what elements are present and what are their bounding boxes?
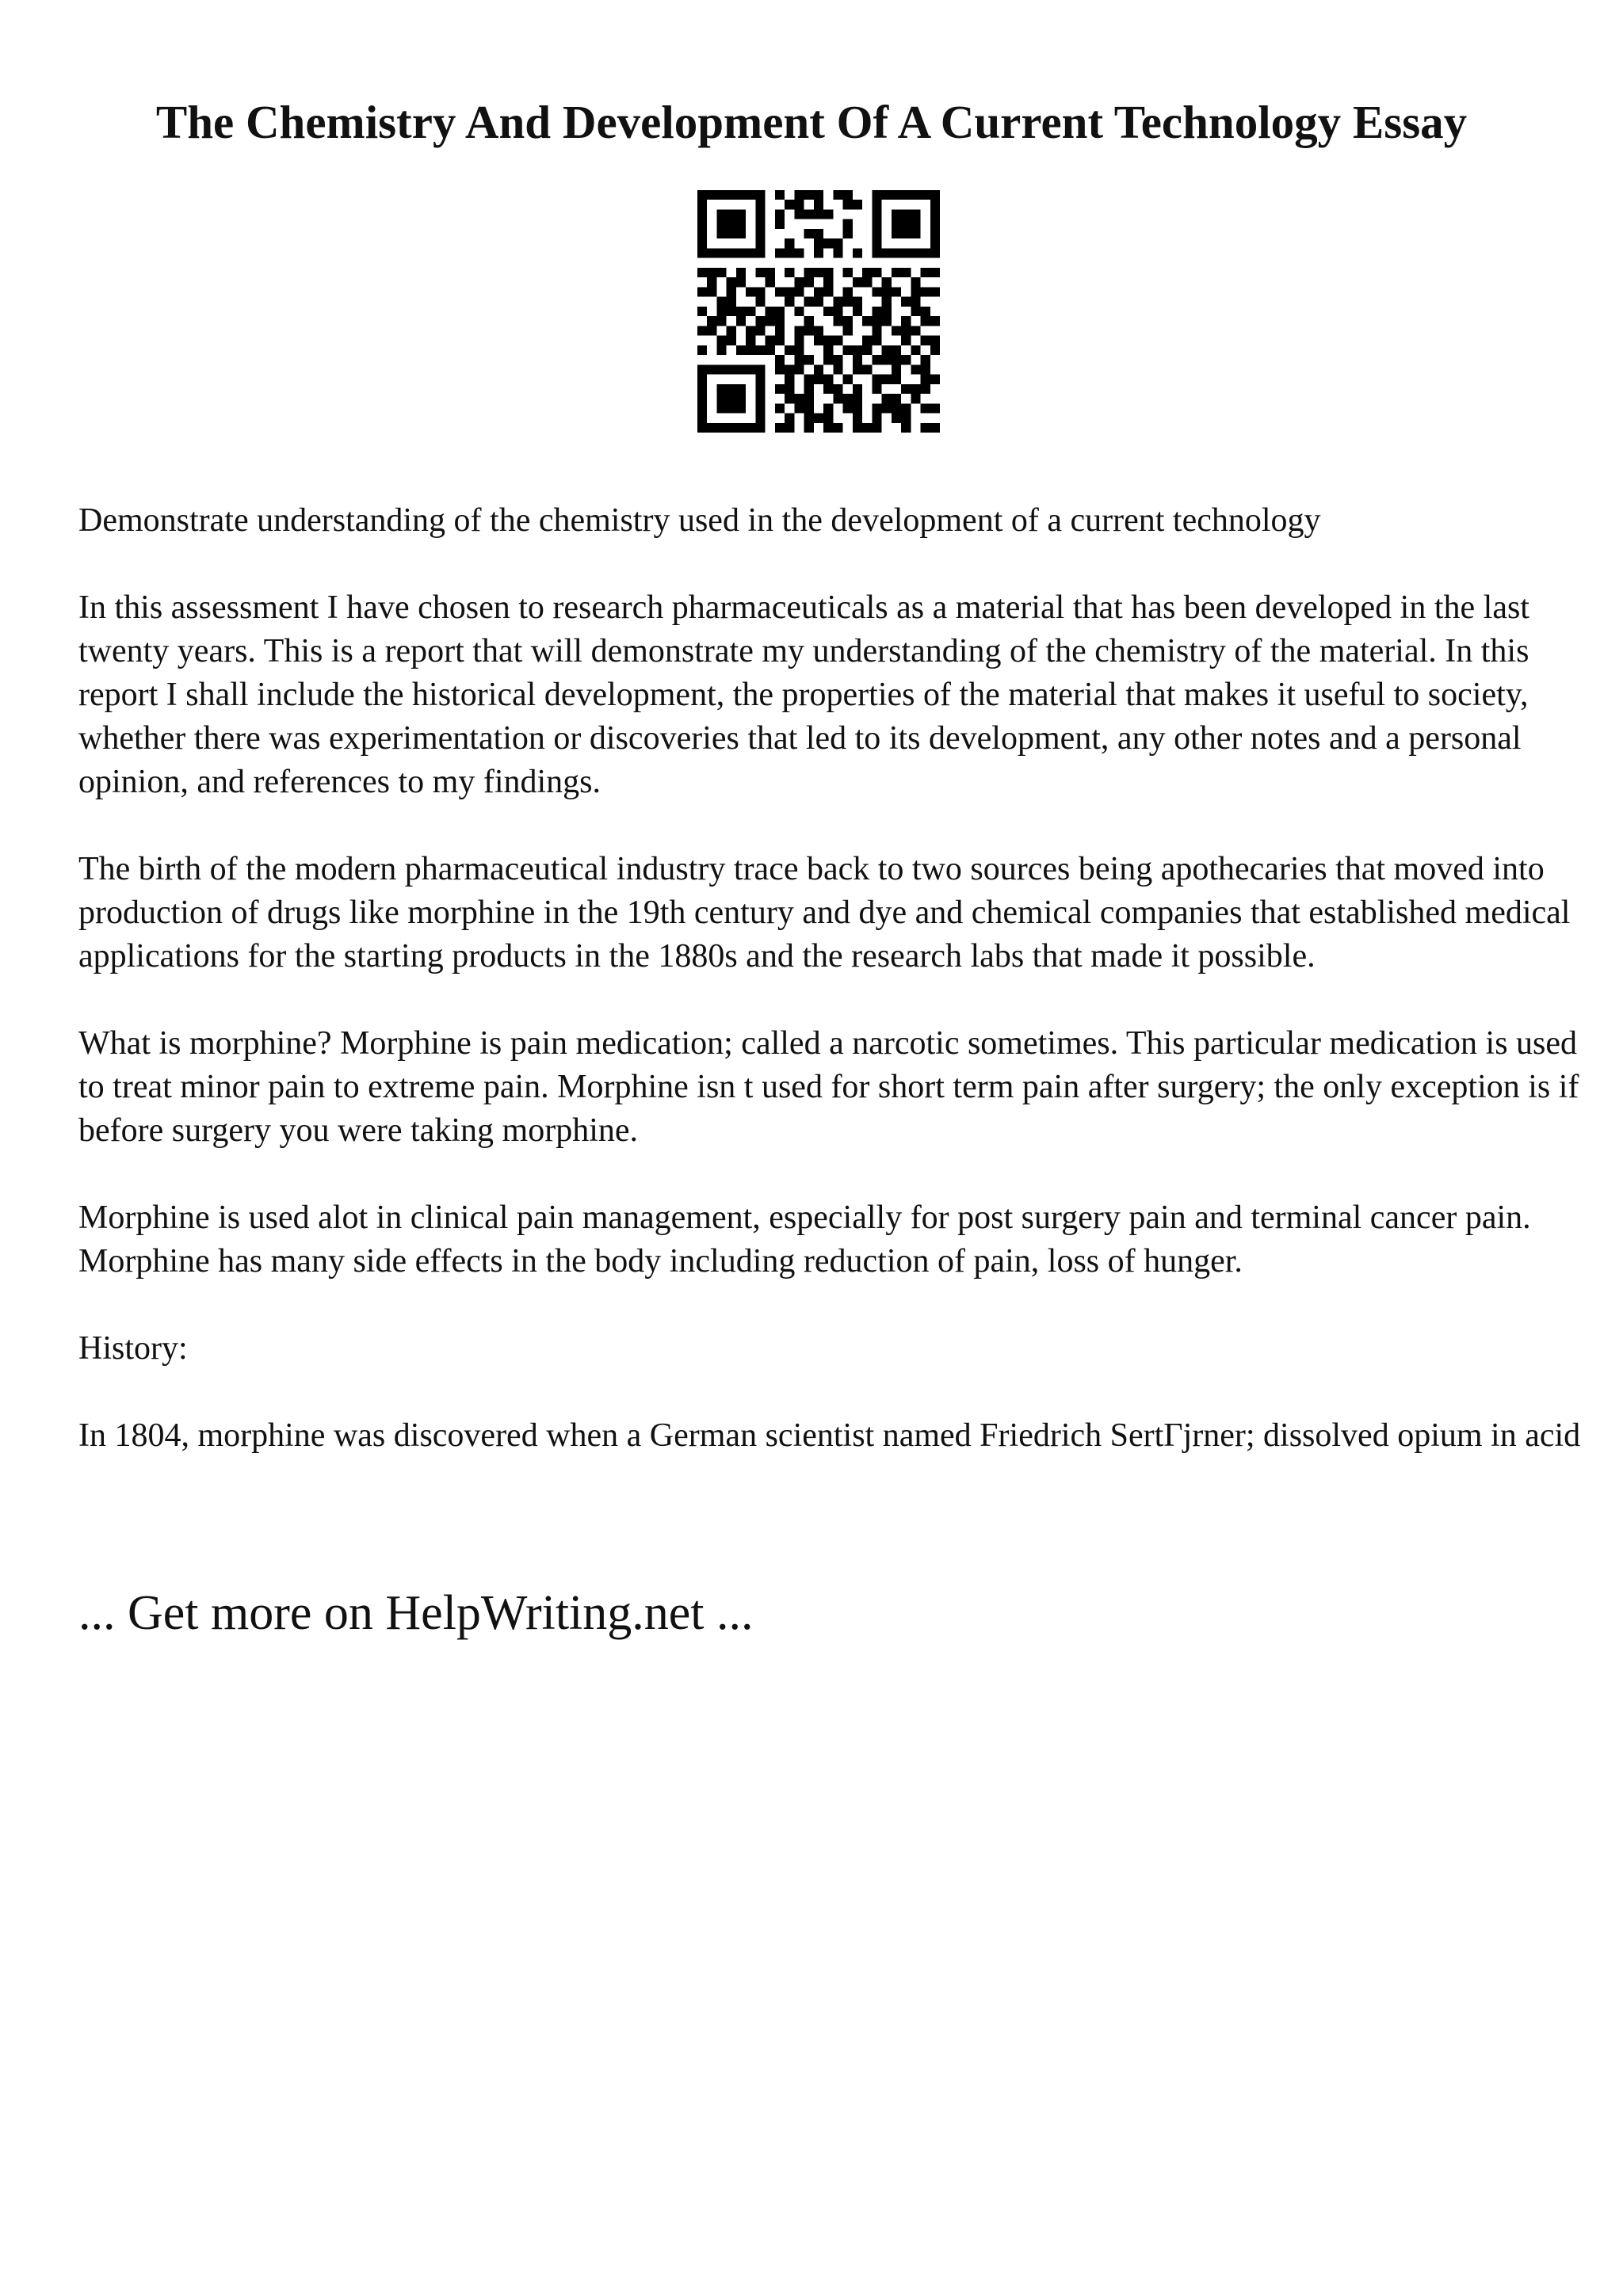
paragraph-1: Demonstrate understanding of the chemistry used in the development of a current technology <box>78 502 1321 539</box>
paragraph-5: Morphine is used alot in clinical pain management, especially for post surgery pain and terminal cancer pain. Morphine has many side effects in the body including reduction of pain, loss of hunger. <box>78 1199 1531 1280</box>
get-more-link[interactable]: ... Get more on HelpWriting.net ... <box>78 1586 754 1640</box>
paragraph-2: In this assessment I have chosen to research pharmaceuticals as a material that has been developed in the last twenty years. This is a report that will demonstrate my understanding of the chemistry of the material. In this report I shall include the historical development, the properties of the material that makes it useful to society, whether there was experimentation or discoveries that led to its development, any other notes and a personal opinion, and references to my findings. <box>78 589 1529 800</box>
document-title: The Chemistry And Development Of A Current Technology Essay <box>155 96 1468 148</box>
qr-code-icon <box>697 190 940 433</box>
paragraph-4: What is morphine? Morphine is pain medication; called a narcotic sometimes. This particular medication is used to treat minor pain to extreme pain. Morphine isn t used for short term pain after surgery; the only exception is if before surgery you were taking morphine. <box>78 1025 1579 1149</box>
document-body <box>78 499 1584 1501</box>
paragraph-3: The birth of the modern pharmaceutical industry trace back to two sources being apothecaries that moved into production of drugs like morphine in the 19th century and dye and chemical companies that established medical applications for the starting products in the 1880s and the research labs that made it possible. <box>78 851 1571 974</box>
paragraph-7: In 1804, morphine was discovered when a German scientist named Friedrich SertГjrner; dissolved opium in acid <box>78 1417 1581 1454</box>
paragraph-6: History: <box>78 1330 188 1367</box>
